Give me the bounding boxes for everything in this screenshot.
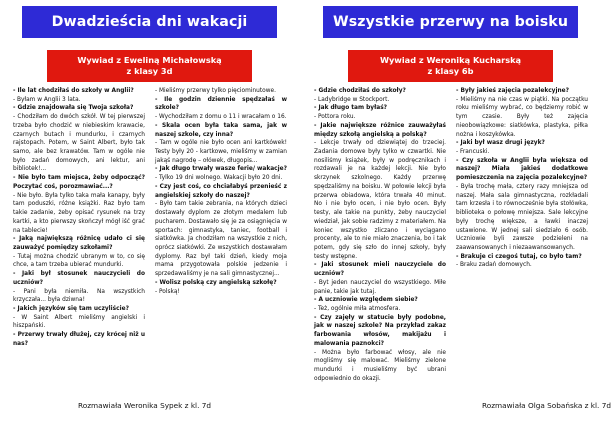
- interview-question: - Ile lat chodziłaś do szkoły w Anglii?: [13, 88, 134, 94]
- left-column-2: [155, 87, 287, 399]
- interview-question: - Czy szkoła w Anglii była większa od naszej? Miała jakieś dodatkowe pomieszczenia na zajęcia pozalekcyjne?: [456, 157, 588, 182]
- right-article-body: [314, 87, 588, 399]
- left-subtitle-line2: z klasy 3d: [126, 65, 173, 76]
- interview-question: - Brakuje ci czegoś tutaj, co było tam?: [456, 253, 582, 260]
- interview-question: - Skala ocen była taka sama, jak w naszej szkole, czy inna?: [155, 122, 287, 138]
- interview-answer: - Braku zadań domowych.: [456, 262, 532, 269]
- left-article-subtitle: [47, 50, 252, 82]
- interview-answer: - Można było farbować włosy, ale nie mogliśmy się malować. Mieliśmy zielone mundurki i musieliśmy być ubrani odpowiednio do okazji.: [314, 349, 446, 382]
- interview-question: - Jakie największe różnice zauważyłaś między szkołą angielską a polską?: [314, 122, 446, 138]
- right-subtitle-line1: Wywiad z Weroniką Kucharską: [379, 55, 522, 65]
- interview-answer: - Pottora roku.: [314, 114, 356, 121]
- interview-answer: - Nie było. Była tylko taka mała kanapy, były tam poduszki, różne książki. Raz było tam takie zadanie, żeby opisać rysunek na trzy kartki, a kto pierwszy skończył mógł iść grać na tablecie!: [13, 192, 145, 234]
- interview-answer: - Była trochę mała, cztery razy mniejsza od naszej. Mała sala gimnastyczna, rozkładali tam krzesła i to równocześnie była stołówka, biblioteka o połowę mniejsza. Sale lekcyjne były trochę większe, a ławki inaczej ustawione. W jednej sali siedziało 6 osób. Uczniowie byli zawsze podzieleni na zaawansowanych i niezaawansowanych.: [456, 183, 588, 251]
- right-column-2: [456, 87, 588, 399]
- left-article-byline: Rozmawiała Weronika Sypek z kl. 7d: [78, 401, 212, 410]
- right-article-byline: Rozmawiała Olga Sobańska z kl. 7d: [482, 401, 611, 410]
- interview-question: - Jaki był wasz drugi język?: [456, 140, 545, 147]
- interview-answer: - Pani była niemiła. Na wszystkich krzyczała... była dziwna!: [13, 288, 145, 304]
- interview-answer: - Tam w ogóle nie było ocen ani kartkówek! Testy były 20 - kartkowe, mieliśmy w zamian jakąś nagrodę – ołówek, długopis...: [155, 140, 287, 164]
- right-column-1: [314, 87, 446, 399]
- right-article-title: Wszystkie przerwy na boisku: [323, 6, 578, 38]
- left-subtitle-line1: Wywiad z Eweliną Michałowską: [77, 55, 222, 65]
- interview-answer: - Ladybridge w Stockport.: [314, 96, 390, 103]
- interview-answer: - Tutaj można chodzić ubranym w to, co się chce, a tam trzeba ubierać mundurki.: [13, 253, 145, 269]
- interview-answer: - Byłam w Anglii 3 lata.: [13, 96, 81, 103]
- left-article-body: [13, 87, 287, 399]
- interview-answer: - Polską!: [155, 288, 180, 295]
- interview-question: - Jaki stosunek mieli nauczyciele do uczniów?: [314, 262, 446, 278]
- interview-answer: - Też, ogólnie miła atmosfera.: [314, 305, 401, 312]
- right-subtitle-line2: z klasy 6b: [427, 65, 474, 76]
- interview-question: - Wolisz polską czy angielską szkołę?: [155, 279, 277, 286]
- right-article: [311, 0, 611, 424]
- interview-question: - Przerwy trwały dłużej, czy krócej niż u nas?: [13, 332, 145, 347]
- right-article-subtitle: [348, 50, 553, 82]
- interview-question: - Jaką największą różnicę udało ci się zauważyć pomiędzy szkołami?: [13, 236, 145, 251]
- interview-answer: - Było tam takie zebrania, na których dzieci dostawały dyplom ze złotym medalem lub pucharem. Dostawało się je za osiągnięcia w sportach: gimnastyka, taniec, football i siatkówka. Ja chodziłam na wszystkie z nich, oprócz siatkówki. Ze wszystkich dostawałam dyplomy. Raz był taki dzień, kiedy moja mama przygotowała polskie jedzenie i sprzedawaliśmy je na sali gimnastycznej...: [155, 201, 287, 278]
- interview-question: - Nie było tam miejsca, żeby odpocząć? Poczytać coś, porozmawiać...?: [13, 175, 145, 190]
- interview-question: - Gdzie znajdowała się Twoja szkoła?: [13, 105, 134, 112]
- interview-answer: - Mieliśmy przerwy tylko pięciominutowe.: [155, 88, 276, 94]
- interview-answer: - Chodziłam do dwóch szkół. W tej pierwszej trzeba było chodzić w niebieskim krawacie, czarnych butach i mundurku, i czarnych rajstopach. Potem, w Saint Albert, było tak samo, ale bez krawatów. Tam w ogóle nie było zadań domowych, ani lektur, ani bibliotek!...: [13, 114, 145, 173]
- interview-answer: - Tylko 19 dni wolnego. Wakacji było 20 dni.: [155, 175, 283, 182]
- interview-question: - Jak długo tam byłaś?: [314, 105, 388, 112]
- interview-question: - Gdzie chodziłaś do szkoły?: [314, 88, 406, 94]
- interview-answer: - Francuski.: [456, 149, 490, 156]
- interview-answer: - Wychodziłam z domu o 11 i wracałam o 16.: [155, 114, 287, 121]
- interview-answer: - Byt jeden nauczyciel do wszystkiego. Miłe panie, takie jak tutaj.: [314, 279, 446, 295]
- interview-question: - Były jakieś zajęcia pozalekcyjne?: [456, 88, 569, 94]
- left-article: [10, 0, 290, 424]
- interview-question: - Czy zajęły w statucie były podobne, jak w naszej szkole? Na przykład zakaz farbowania włosów, makijażu i malowania paznokci?: [314, 314, 446, 347]
- interview-question: - Czy jest coś, co chciałabyś przenieść z angielskiej szkoły do naszej?: [155, 183, 287, 199]
- left-column-1: [13, 87, 145, 399]
- left-article-title: Dwadzieścia dni wakacji: [22, 6, 277, 38]
- interview-answer: - W Saint Albert mieliśmy angielski i hiszpański.: [13, 314, 145, 330]
- interview-question: - Ile godzin dziennie spędzałaś w szkole?: [155, 96, 287, 112]
- interview-question: - Jakich języków się tam uczyliście?: [13, 305, 129, 312]
- interview-question: - Jak długo trwały wasze ferie/ wakacje?: [155, 166, 288, 173]
- interview-answer: - Mieliśmy na nie czas w piątki. Na początku roku mieliśmy wybrać, co będziemy robić w tym czasie. Były też zajęcia nieobowiązkowe: siatkówka, plastyka, piłka nożna i koszykówka.: [456, 96, 588, 138]
- interview-question: - Jaki był stosunek nauczycieli do uczniów?: [13, 271, 145, 286]
- interview-answer: - Lekcje trwały od dziewiątej do trzeciej. Zadania domowe były tylko w czwartki. Nie nosiliśmy książek, były w podręcznikach i rozdawali je na każdej lekcji. Nie było skrzynek szkolnego. Każdy przerwę spędzaliśmy na boisku. W połowie lekcji była przerwa obiadowa, która trwała 40 minut. No i nie było ocen, i nie było ocen. Były testy, ale takie na punkty, żeby nauczyciel wiedział, jak sobie radzimy z materiałem. Na koniec wszystko zliczano i wyciągano procenty, ale to nie miało znaczenia, bo i tak potem, gdy się szło do innej szkoły, były testy wstępne.: [314, 140, 446, 260]
- interview-question: - A uczniowie względem siebie?: [314, 297, 418, 304]
